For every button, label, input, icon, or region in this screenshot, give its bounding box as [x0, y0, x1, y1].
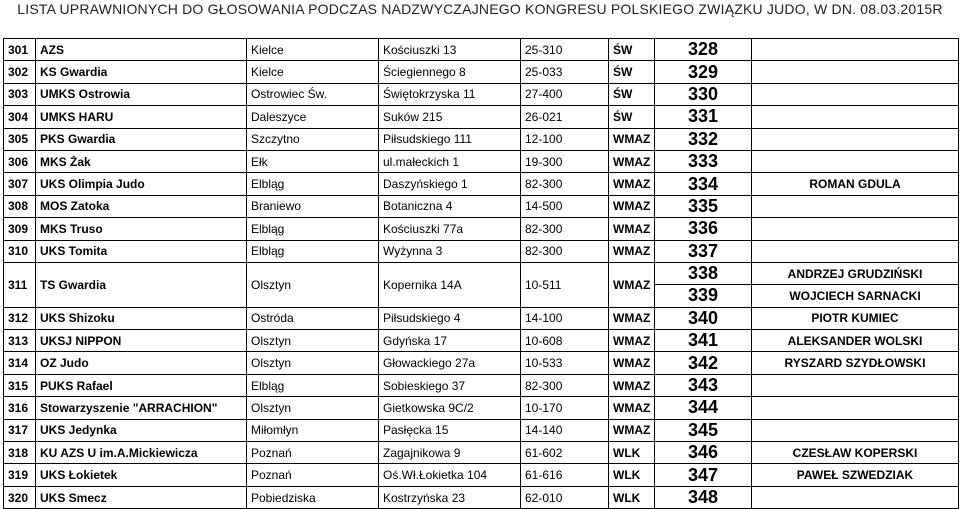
- mandate-number: 343: [655, 374, 752, 396]
- club-city: Poznań: [247, 442, 379, 464]
- club-name: UKS Jedynka: [36, 419, 247, 441]
- club-street: Pasłęcka 15: [379, 419, 521, 441]
- table-row: [4, 61, 959, 83]
- voivodeship: ŚW: [609, 39, 655, 61]
- mandate-number: 335: [655, 195, 752, 217]
- voivodeship: WLK: [609, 464, 655, 486]
- club-street: Daszyńskiego 1: [379, 173, 521, 195]
- club-city: Pobiedziska: [247, 486, 379, 508]
- mandate-number: 339: [655, 285, 752, 307]
- row-number: 303: [4, 83, 36, 105]
- mandate-number: 334: [655, 173, 752, 195]
- mandate-number: 342: [655, 352, 752, 374]
- club-zip: 26-021: [521, 106, 609, 128]
- row-number: 309: [4, 218, 36, 240]
- club-zip: 62-010: [521, 486, 609, 508]
- club-zip: 14-100: [521, 307, 609, 329]
- mandate-number: 329: [655, 61, 752, 83]
- club-name: Stowarzyszenie "ARRACHION": [36, 397, 247, 419]
- table-row: [4, 307, 959, 329]
- voivodeship: WMAZ: [609, 307, 655, 329]
- table-row: [4, 150, 959, 172]
- club-city: Olsztyn: [247, 330, 379, 352]
- club-street: Kopernika 14A: [379, 262, 521, 307]
- club-name: MKS Truso: [36, 218, 247, 240]
- mandate-number: 337: [655, 240, 752, 262]
- delegate-name: [752, 83, 959, 105]
- voivodeship: WLK: [609, 442, 655, 464]
- table-row: [4, 352, 959, 374]
- club-zip: 82-300: [521, 374, 609, 396]
- club-street: Piłsudskiego 4: [379, 307, 521, 329]
- row-number: 314: [4, 352, 36, 374]
- table-row: [4, 240, 959, 262]
- club-name: PUKS Rafael: [36, 374, 247, 396]
- club-street: Świętokrzyska 11: [379, 83, 521, 105]
- delegate-name: [752, 195, 959, 217]
- voivodeship: WMAZ: [609, 397, 655, 419]
- club-city: Elbląg: [247, 374, 379, 396]
- delegate-name: CZESŁAW KOPERSKI: [752, 442, 959, 464]
- club-zip: 10-170: [521, 397, 609, 419]
- club-street: ul.małeckich 1: [379, 150, 521, 172]
- club-name: MKS Żak: [36, 150, 247, 172]
- club-street: Oś.Wł.Łokietka 104: [379, 464, 521, 486]
- club-name: UKS Olimpia Judo: [36, 173, 247, 195]
- row-number: 304: [4, 106, 36, 128]
- row-number: 306: [4, 150, 36, 172]
- table-row: [4, 128, 959, 150]
- club-name: UKS Smecz: [36, 486, 247, 508]
- document-header: [0, 0, 960, 22]
- club-city: Kielce: [247, 39, 379, 61]
- club-street: Kościuszki 13: [379, 39, 521, 61]
- club-street: Kościuszki 77a: [379, 218, 521, 240]
- voters-table: [3, 38, 959, 509]
- club-city: Daleszyce: [247, 106, 379, 128]
- table-row: [4, 218, 959, 240]
- table-row: [4, 486, 959, 508]
- voivodeship: WMAZ: [609, 419, 655, 441]
- row-number: 308: [4, 195, 36, 217]
- club-street: Ściegiennego 8: [379, 61, 521, 83]
- delegate-name: [752, 106, 959, 128]
- club-city: Szczytno: [247, 128, 379, 150]
- club-name: MOS Zatoka: [36, 195, 247, 217]
- club-street: Sobieskiego 37: [379, 374, 521, 396]
- club-name: TS Gwardia: [36, 262, 247, 307]
- row-number: 305: [4, 128, 36, 150]
- delegate-name: [752, 61, 959, 83]
- club-zip: 82-300: [521, 240, 609, 262]
- club-city: Olsztyn: [247, 262, 379, 307]
- mandate-number: 346: [655, 442, 752, 464]
- delegate-name: PAWEŁ SZWEDZIAK: [752, 464, 959, 486]
- club-zip: 25-033: [521, 61, 609, 83]
- club-street: Piłsudskiego 111: [379, 128, 521, 150]
- row-number: 307: [4, 173, 36, 195]
- club-name: UKS Łokietek: [36, 464, 247, 486]
- row-number: 319: [4, 464, 36, 486]
- row-number: 320: [4, 486, 36, 508]
- delegate-name: [752, 374, 959, 396]
- club-zip: 12-100: [521, 128, 609, 150]
- row-number: 312: [4, 307, 36, 329]
- mandate-number: 345: [655, 419, 752, 441]
- table-row: [4, 106, 959, 128]
- club-city: Poznań: [247, 464, 379, 486]
- voivodeship: WMAZ: [609, 173, 655, 195]
- mandate-number: 328: [655, 39, 752, 61]
- table-row: [4, 397, 959, 419]
- club-name: UMKS Ostrowia: [36, 83, 247, 105]
- club-zip: 61-602: [521, 442, 609, 464]
- club-city: Ostrowiec Św.: [247, 83, 379, 105]
- row-number: 318: [4, 442, 36, 464]
- delegate-name: [752, 419, 959, 441]
- voivodeship: ŚW: [609, 83, 655, 105]
- mandate-number: 347: [655, 464, 752, 486]
- club-name: UKS Tomita: [36, 240, 247, 262]
- club-name: PKS Gwardia: [36, 128, 247, 150]
- club-city: Olsztyn: [247, 397, 379, 419]
- row-number: 317: [4, 419, 36, 441]
- club-city: Kielce: [247, 61, 379, 83]
- table-body: [4, 39, 959, 509]
- club-zip: 10-511: [521, 262, 609, 307]
- club-zip: 14-140: [521, 419, 609, 441]
- delegate-name: [752, 397, 959, 419]
- club-street: Gietkowska 9C/2: [379, 397, 521, 419]
- club-name: AZS: [36, 39, 247, 61]
- club-street: Gdyńska 17: [379, 330, 521, 352]
- voivodeship: WMAZ: [609, 240, 655, 262]
- voivodeship: WMAZ: [609, 374, 655, 396]
- club-city: Olsztyn: [247, 352, 379, 374]
- club-name: OZ Judo: [36, 352, 247, 374]
- row-number: 316: [4, 397, 36, 419]
- table-row: [4, 330, 959, 352]
- club-zip: 82-300: [521, 173, 609, 195]
- mandate-number: 338: [655, 262, 752, 284]
- delegate-name: RYSZARD SZYDŁOWSKI: [752, 352, 959, 374]
- row-number: 302: [4, 61, 36, 83]
- voivodeship: WLK: [609, 486, 655, 508]
- delegate-name: [752, 39, 959, 61]
- club-zip: 27-400: [521, 83, 609, 105]
- mandate-number: 348: [655, 486, 752, 508]
- club-street: Zagajnikowa 9: [379, 442, 521, 464]
- mandate-number: 333: [655, 150, 752, 172]
- club-zip: 14-500: [521, 195, 609, 217]
- voivodeship: WMAZ: [609, 195, 655, 217]
- club-city: Ostróda: [247, 307, 379, 329]
- mandate-number: 340: [655, 307, 752, 329]
- table-row: [4, 39, 959, 61]
- mandate-number: 336: [655, 218, 752, 240]
- delegate-name: WOJCIECH SARNACKI: [752, 285, 959, 307]
- table-row: [4, 419, 959, 441]
- row-number: 310: [4, 240, 36, 262]
- mandate-number: 344: [655, 397, 752, 419]
- delegate-name: ANDRZEJ GRUDZIŃSKI: [752, 262, 959, 284]
- club-zip: 10-533: [521, 352, 609, 374]
- delegate-name: ROMAN GDULA: [752, 173, 959, 195]
- voivodeship: WMAZ: [609, 150, 655, 172]
- club-street: Głowackiego 27a: [379, 352, 521, 374]
- document-title: LISTA UPRAWNIONYCH DO GŁOSOWANIA PODCZAS NADZWYCZAJNEGO KONGRESU POLSKIEGO ZWIĄZKU JUDO, W DN. 08.03.2015R: [17, 1, 943, 17]
- table-row: [4, 262, 959, 284]
- table-row: [4, 442, 959, 464]
- row-number: 301: [4, 39, 36, 61]
- club-street: Botaniczna 4: [379, 195, 521, 217]
- delegate-name: PIOTR KUMIEC: [752, 307, 959, 329]
- delegate-name: [752, 150, 959, 172]
- mandate-number: 341: [655, 330, 752, 352]
- club-zip: 25-310: [521, 39, 609, 61]
- delegate-name: [752, 128, 959, 150]
- club-zip: 10-608: [521, 330, 609, 352]
- delegate-name: [752, 218, 959, 240]
- voivodeship: ŚW: [609, 61, 655, 83]
- mandate-number: 332: [655, 128, 752, 150]
- club-city: Elbląg: [247, 173, 379, 195]
- club-name: UKS Shizoku: [36, 307, 247, 329]
- club-city: Elbląg: [247, 240, 379, 262]
- club-city: Miłomłyn: [247, 419, 379, 441]
- mandate-number: 330: [655, 83, 752, 105]
- delegate-name: [752, 486, 959, 508]
- voivodeship: WMAZ: [609, 128, 655, 150]
- club-city: Ełk: [247, 150, 379, 172]
- table-row: [4, 374, 959, 396]
- table-row: [4, 464, 959, 486]
- delegate-name: [752, 240, 959, 262]
- table-row: [4, 173, 959, 195]
- delegate-name: ALEKSANDER WOLSKI: [752, 330, 959, 352]
- club-zip: 61-616: [521, 464, 609, 486]
- row-number: 315: [4, 374, 36, 396]
- club-name: KU AZS U im.A.Mickiewicza: [36, 442, 247, 464]
- row-number: 311: [4, 262, 36, 307]
- club-zip: 19-300: [521, 150, 609, 172]
- club-zip: 82-300: [521, 218, 609, 240]
- table-row: [4, 195, 959, 217]
- voivodeship: WMAZ: [609, 330, 655, 352]
- table-row: [4, 83, 959, 105]
- voivodeship: ŚW: [609, 106, 655, 128]
- club-street: Suków 215: [379, 106, 521, 128]
- voivodeship: WMAZ: [609, 262, 655, 307]
- row-number: 313: [4, 330, 36, 352]
- club-name: KS Gwardia: [36, 61, 247, 83]
- club-name: UMKS HARU: [36, 106, 247, 128]
- club-city: Braniewo: [247, 195, 379, 217]
- club-name: UKSJ NIPPON: [36, 330, 247, 352]
- mandate-number: 331: [655, 106, 752, 128]
- voivodeship: WMAZ: [609, 352, 655, 374]
- club-city: Elbląg: [247, 218, 379, 240]
- voivodeship: WMAZ: [609, 218, 655, 240]
- club-street: Wyżynna 3: [379, 240, 521, 262]
- club-street: Kostrzyńska 23: [379, 486, 521, 508]
